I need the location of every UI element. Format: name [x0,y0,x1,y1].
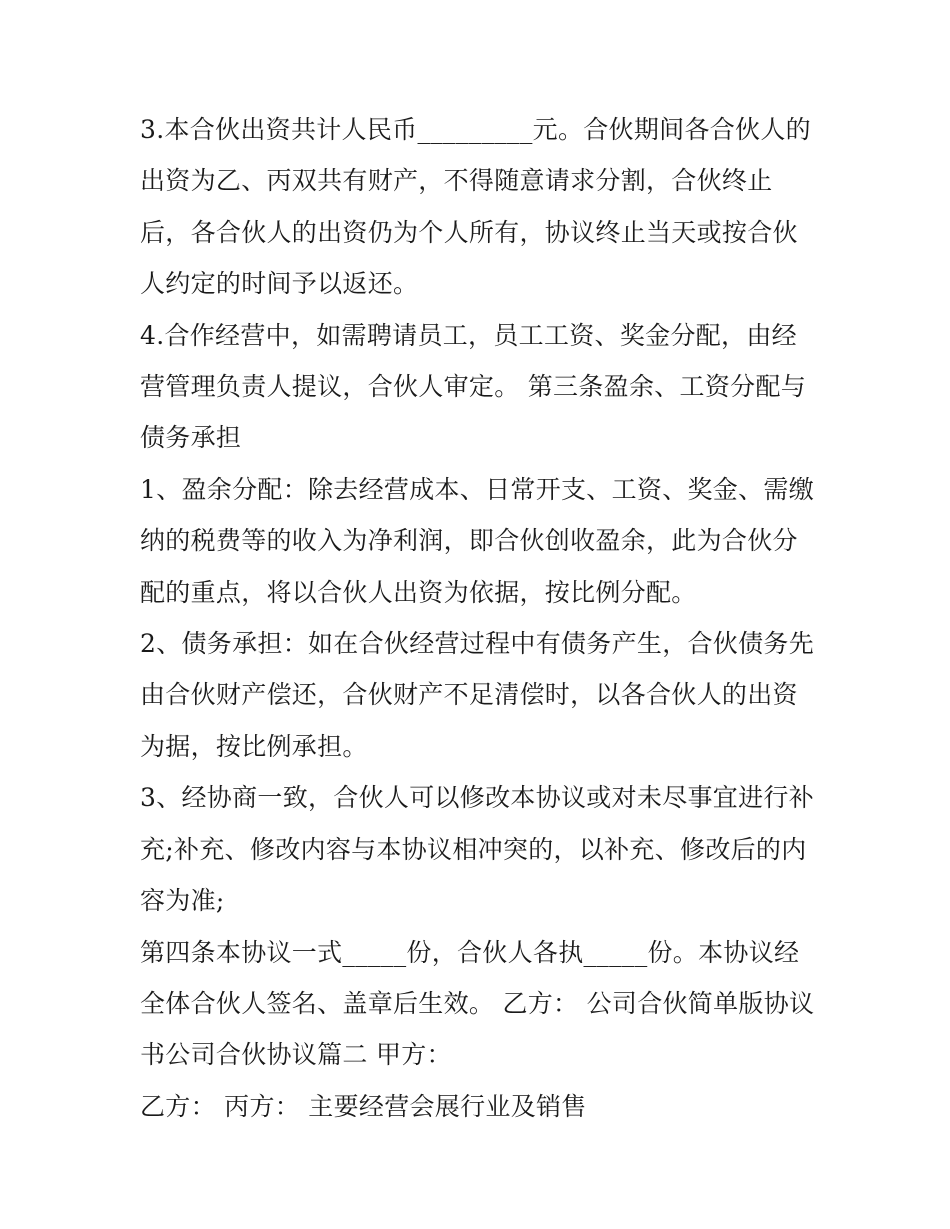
paragraph-copies-effectiveness: 第四条本协议一式_____份，合伙人各执_____份。本协议经全体合伙人签名、盖章后生效。 乙方： 公司合伙简单版协议书公司合伙协议篇二 甲方： [140,937,815,1070]
document-body [140,104,816,1132]
paragraph-parties-business: 乙方： 丙方： 主要经营会展行业及销售 [140,1091,587,1121]
paragraph-amendment: 3、经协商一致，合伙人可以修改本协议或对未尽事宜进行补充;补充、修改内容与本协议相冲突的，以补充、修改后的内容为准; [140,783,815,916]
paragraph-profit-distribution: 1、盈余分配：除去经营成本、日常开支、工资、奖金、需缴纳的税费等的收入为净利润，即合伙创收盈余，此为合伙分配的重点，将以合伙人出资为依据，按比例分配。 [140,474,815,607]
paragraph-capital-contribution: 3.本合伙出资共计人民币_________元。合伙期间各合伙人的出资为乙、丙双共有财产，不得随意请求分割，合伙终止后，各合伙人的出资仍为个人所有，协议终止当天或按合伙人约定的时间予以返还。 [140,115,811,299]
paragraph-debt-liability: 2、债务承担：如在合伙经营过程中有债务产生，合伙债务先由合伙财产偿还，合伙财产不足清偿时，以各合伙人的出资为据，按比例承担。 [140,629,815,761]
paragraph-staff-management: 4.合作经营中，如需聘请员工，员工工资、奖金分配，由经营管理负责人提议，合伙人审定。 第三条盈余、工资分配与债务承担 [140,320,807,453]
